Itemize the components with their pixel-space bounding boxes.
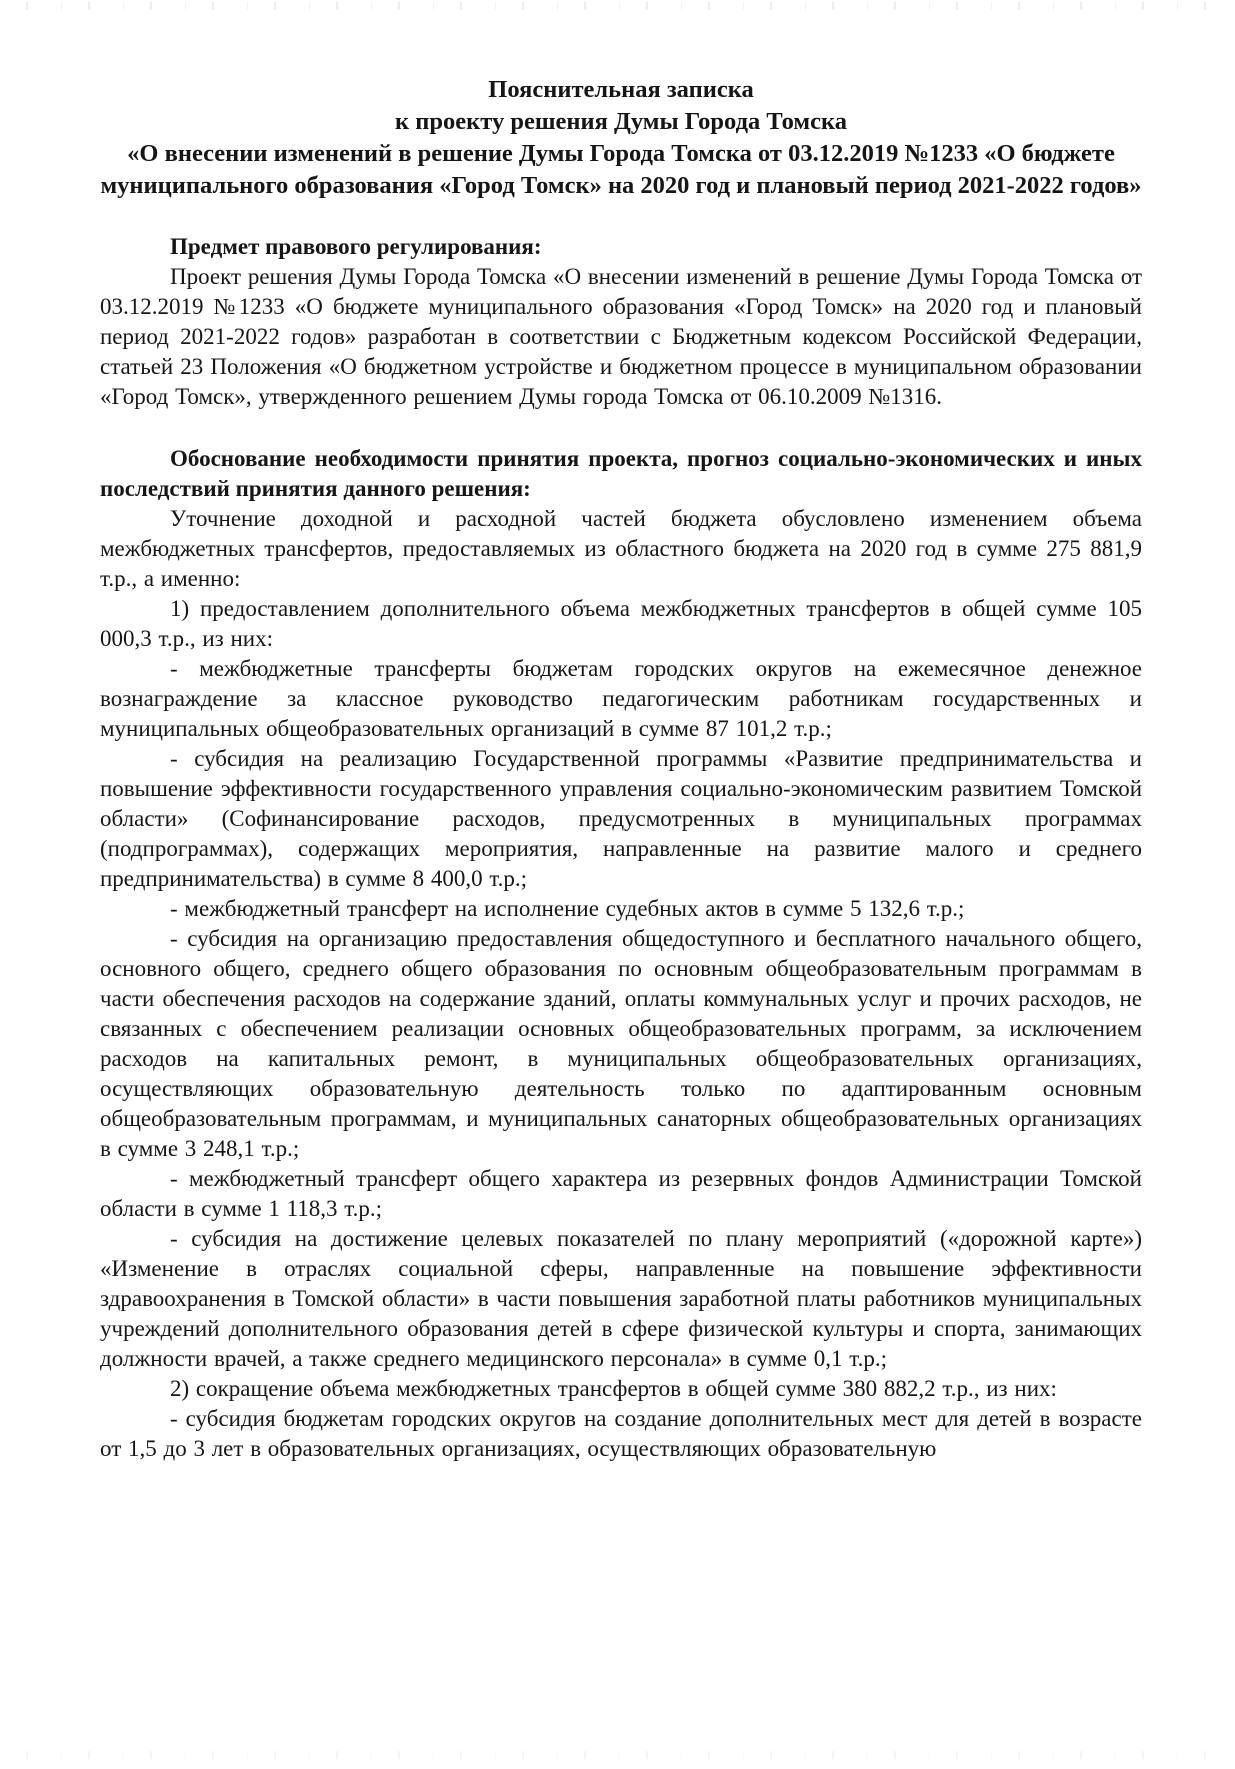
section-heading-subject: Предмет правового регулирования: (170, 234, 542, 259)
paragraph: - субсидия на реализацию Государственной программы «Развитие предпринимательства и повышение эффективности государственного управления социально-экономическим развитием Томской области» (Софинансирование расходов, предусмотренных в муниципальных программах (подпрограммах), содержащих мероприятия, направленные на развитие малого и среднего предпринимательства) в сумме 8 400,0 т.р.; (100, 746, 1142, 891)
paragraph: - субсидия на достижение целевых показателей по плану мероприятий («дорожной карте») «Изменение в отраслях социальной сферы, направленные на повышение эффективности здравоохранения в Томской области» в части повышения заработной платы работников муниципальных учреждений дополнительного образования детей в сфере физической культуры и спорта, занимающих должности врачей, а также среднего медицинского персонала» в сумме 0,1 т.р.; (100, 1226, 1142, 1371)
section-heading-justification: Обоснование необходимости принятия проекта, прогноз социально-экономических и иных последствий принятия данного решения: (100, 446, 1142, 501)
paragraph: Уточнение доходной и расходной частей бюджета обусловлено изменением объема межбюджетных трансфертов, предоставляемых из областного бюджета на 2020 год в сумме 275 881,9 т.р., а именно: (100, 506, 1142, 591)
paragraph: - межбюджетные трансферты бюджетам городских округов на ежемесячное денежное вознаграждение за классное руководство педагогическим работникам государственных и муниципальных общеобразовательных организаций в сумме 87 101,2 т.р.; (100, 656, 1142, 741)
paragraph: - межбюджетный трансферт на исполнение судебных актов в сумме 5 132,6 т.р.; (170, 896, 965, 921)
document-title (100, 74, 1142, 202)
paragraph: - субсидия на организацию предоставления общедоступного и бесплатного начального общего, основного общего, среднего общего образования по основным общеобразовательным программам в части обеспечения расходов на содержание зданий, оплаты коммунальных услуг и прочих расходов, не связанных с обеспечением реализации основных общеобразовательных программ, за исключением расходов на капитальных ремонт, в муниципальных общеобразовательных организациях, осуществляющих образовательную деятельность только по адаптированным основным общеобразовательным программам, и муниципальных санаторных общеобразовательных организациях в сумме 3 248,1 т.р.; (100, 926, 1142, 1161)
title-line-2: к проекту решения Думы Города Томска (395, 108, 847, 135)
paragraph: 1) предоставлением дополнительного объема межбюджетных трансфертов в общей сумме 105 000,3 т.р., из них: (100, 596, 1142, 651)
paragraph: Проект решения Думы Города Томска «О внесении изменений в решение Думы Города Томска от 03.12.2019 №1233 «О бюджете муниципального образования «Город Томск» на 2020 год и плановый период 2021-2022 годов» разработан в соответствии с Бюджетным кодексом Российской Федерации, статьей 23 Положения «О бюджетном устройстве и бюджетном процессе в муниципальном образовании «Город Томск», утвержденного решением Думы города Томска от 06.10.2009 №1316. (100, 264, 1142, 409)
section-justification (100, 444, 1142, 1464)
title-line-1: Пояснительная записка (488, 76, 754, 103)
scan-artifact-top (0, 2, 1235, 10)
document-content (100, 74, 1142, 1464)
section-subject (100, 232, 1142, 412)
paragraph: - межбюджетный трансферт общего характера из резервных фондов Администрации Томской области в сумме 1 118,3 т.р.; (100, 1166, 1142, 1221)
scan-artifact-bottom (0, 1751, 1235, 1759)
paragraph: - субсидия бюджетам городских округов на создание дополнительных мест для детей в возрасте от 1,5 до 3 лет в образовательных организациях, осуществляющих образовательную (100, 1406, 1142, 1461)
title-line-3: «О внесении изменений в решение Думы Города Томска от 03.12.2019 №1233 «О бюджете муниципального образования «Город Томск» на 2020 год и плановый период 2021-2022 годов» (100, 140, 1142, 199)
paragraph: 2) сокращение объема межбюджетных трансфертов в общей сумме 380 882,2 т.р., из них: (170, 1376, 1057, 1401)
